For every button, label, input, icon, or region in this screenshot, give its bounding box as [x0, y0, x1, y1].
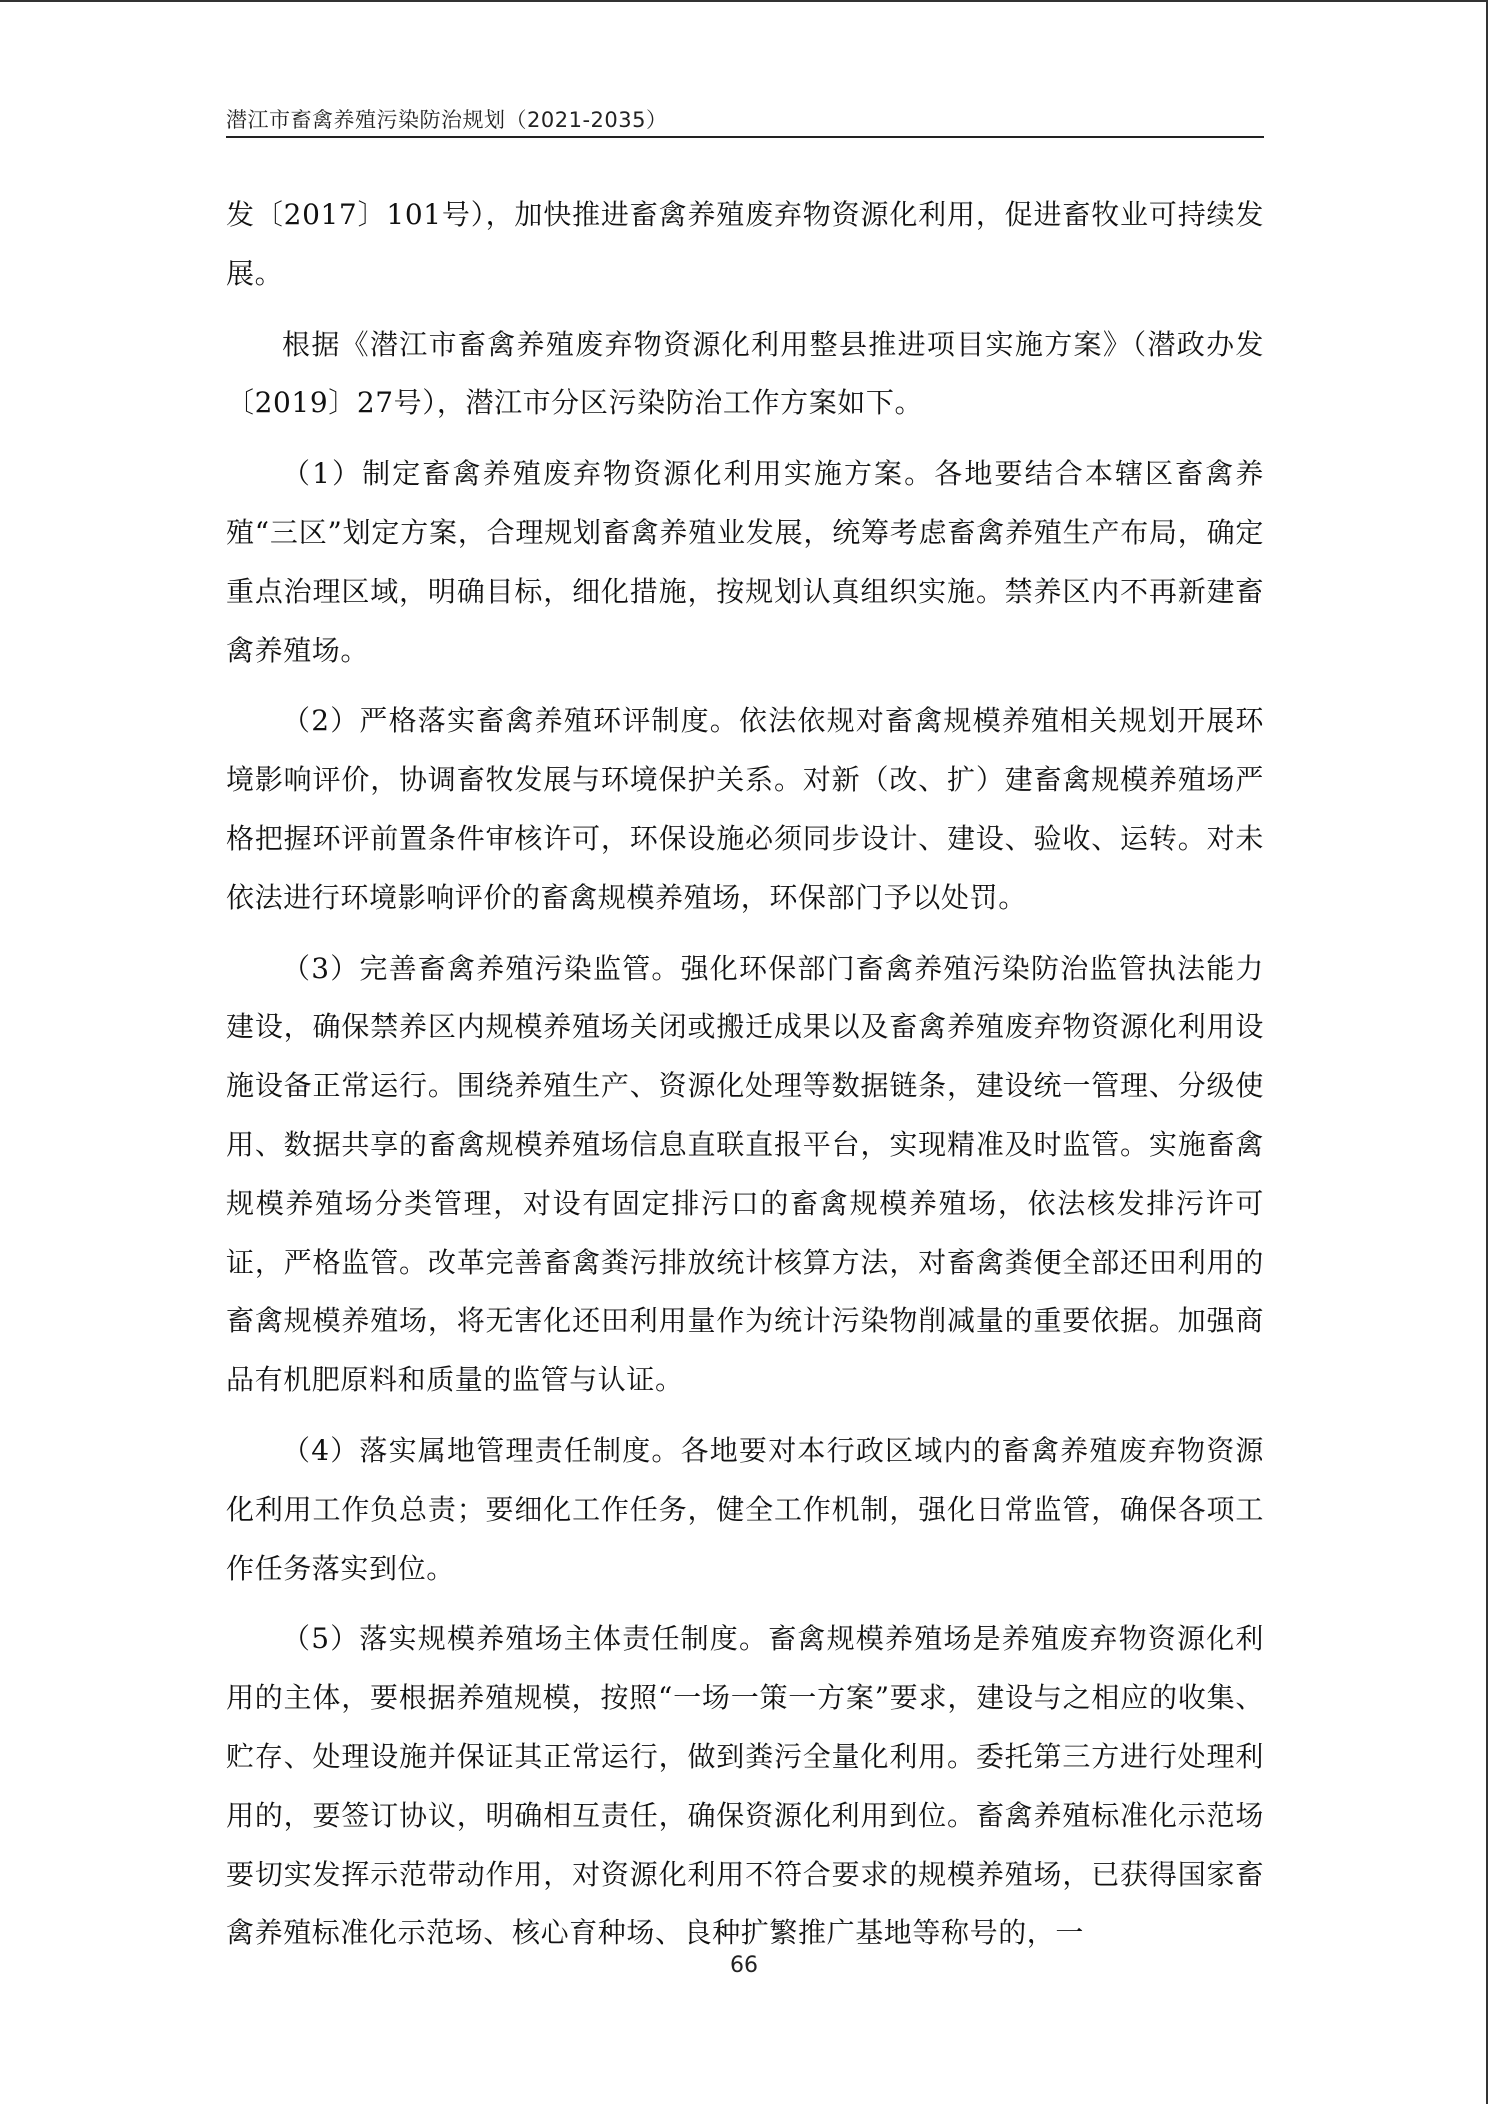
- paragraph-item-4: （4）落实属地管理责任制度。各地要对本行政区域内的畜禽养殖废弃物资源化利用工作负总责；要细化工作任务，健全工作机制，强化日常监管，确保各项工作任务落实到位。: [226, 1433, 1264, 1585]
- paragraph-item-1: （1）制定畜禽养殖废弃物资源化利用实施方案。各地要结合本辖区畜禽养殖“三区”划定方案，合理规划畜禽养殖业发展，统筹考虑畜禽养殖生产布局，确定重点治理区域，明确目标，细化措施，按规划认真组织实施。禁养区内不再新建畜禽养殖场。: [226, 457, 1264, 667]
- body-text: [226, 186, 1264, 1975]
- paragraph-continuation: 发〔2017〕101号），加快推进畜禽养殖废弃物资源化利用，促进畜牧业可持续发展。: [226, 198, 1264, 290]
- header-divider: [226, 136, 1264, 138]
- page-top-border: [0, 0, 1488, 2]
- paragraph-item-3: （3）完善畜禽养殖污染监管。强化环保部门畜禽养殖污染防治监管执法能力建设，确保禁养区内规模养殖场关闭或搬迁成果以及畜禽养殖废弃物资源化利用设施设备正常运行。围绕养殖生产、资源化处理等数据链条，建设统一管理、分级使用、数据共享的畜禽规模养殖场信息直联直报平台，实现精准及时监管。实施畜禽规模养殖场分类管理，对设有固定排污口的畜禽规模养殖场，依法核发排污许可证，严格监管。改革完善畜禽粪污排放统计核算方法，对畜禽粪便全部还田利用的畜禽规模养殖场，将无害化还田利用量作为统计污染物削减量的重要依据。加强商品有机肥原料和质量的监管与认证。: [226, 951, 1264, 1397]
- paragraph-intro: 根据《潜江市畜禽养殖废弃物资源化利用整县推进项目实施方案》（潜政办发〔2019〕27号），潜江市分区污染防治工作方案如下。: [226, 327, 1264, 420]
- page-number: 66: [730, 1953, 758, 1978]
- paragraph-item-5: （5）落实规模养殖场主体责任制度。畜禽规模养殖场是养殖废弃物资源化利用的主体，要根据养殖规模，按照“一场一策一方案”要求，建设与之相应的收集、贮存、处理设施并保证其正常运行，做到粪污全量化利用。委托第三方进行处理利用的，要签订协议，明确相互责任，确保资源化利用到位。畜禽养殖标准化示范场要切实发挥示范带动作用，对资源化利用不符合要求的规模养殖场，已获得国家畜禽养殖标准化示范场、核心育种场、良种扩繁推广基地等称号的，一: [226, 1622, 1264, 1950]
- running-header-title: 潜江市畜禽养殖污染防治规划（2021-2035）: [226, 108, 668, 132]
- paragraph-item-2: （2）严格落实畜禽养殖环评制度。依法依规对畜禽规模养殖相关规划开展环境影响评价，协调畜牧发展与环境保护关系。对新（改、扩）建畜禽规模养殖场严格把握环评前置条件审核许可，环保设施必须同步设计、建设、验收、运转。对未依法进行环境影响评价的畜禽规模养殖场，环保部门予以处罚。: [226, 704, 1264, 914]
